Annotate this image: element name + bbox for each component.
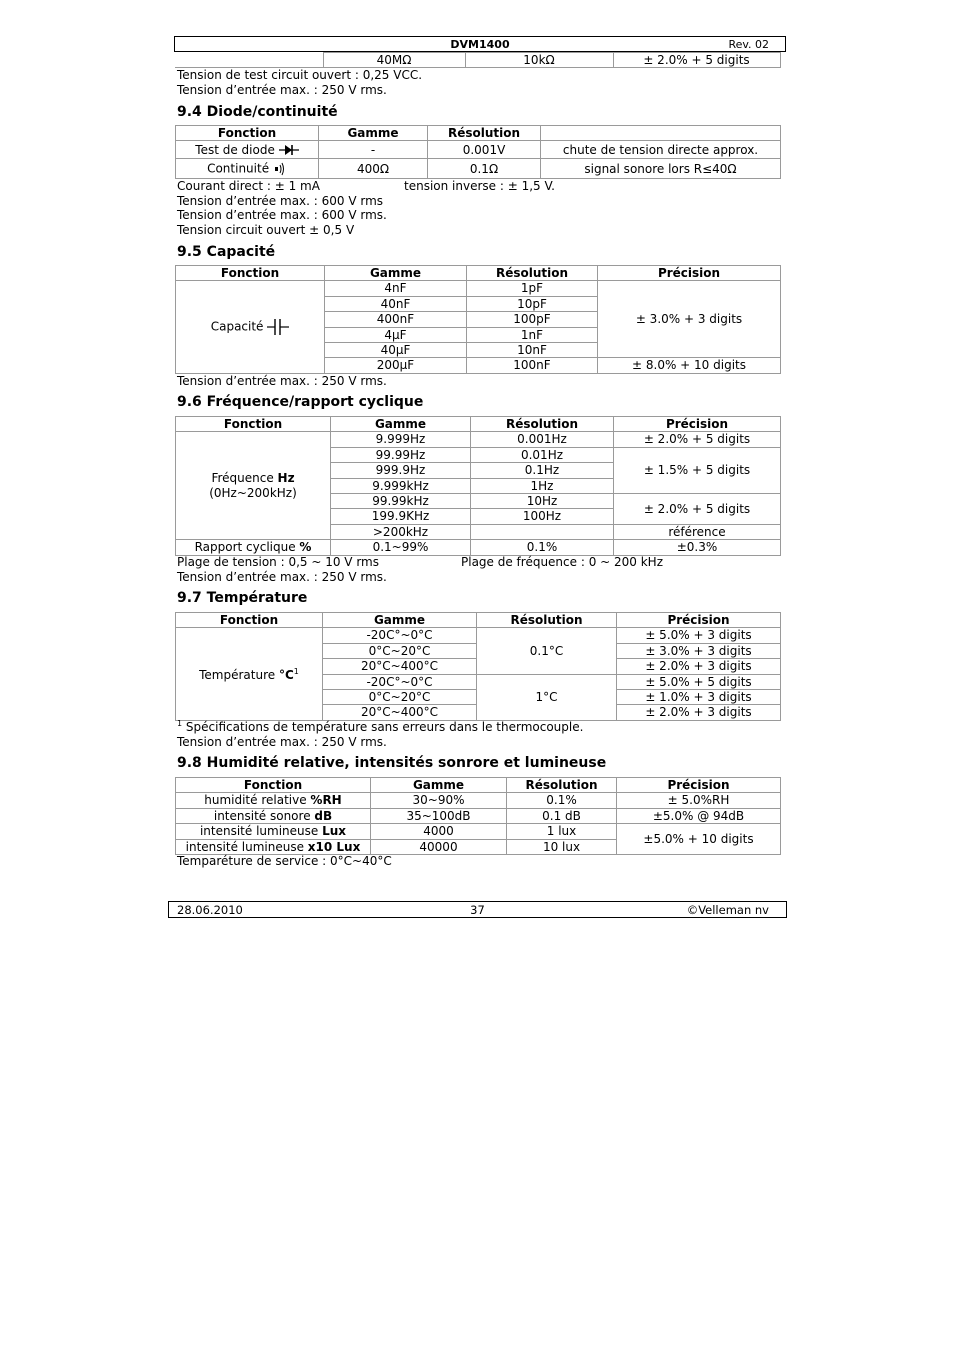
column-header: Résolution (471, 417, 614, 432)
table-cell: -20C°~0°C (323, 674, 477, 689)
note-line: Tension d’entrée max. : 250 V rms. (177, 83, 387, 97)
table-cell: >200kHz (331, 524, 471, 539)
temperature-table (175, 612, 781, 721)
table-cell: 0°C~20°C (323, 690, 477, 705)
table-cell: 40MΩ (323, 53, 465, 68)
table-row (176, 824, 781, 839)
table-header-row (176, 266, 781, 281)
diode-table (175, 125, 781, 179)
column-header: Fonction (176, 126, 319, 141)
table-cell: 400nF (325, 312, 467, 327)
table-cell: ±5.0% @ 94dB (617, 808, 781, 823)
table-cell: 35~100dB (371, 808, 507, 823)
table-cell: ± 3.0% + 3 digits (617, 643, 781, 658)
table-cell: 4nF (325, 281, 467, 296)
column-header: Fonction (176, 613, 323, 628)
column-header: Résolution (477, 613, 617, 628)
table-cell: 10kΩ (465, 53, 613, 68)
table-row (176, 281, 781, 296)
table-cell: 1°C (477, 674, 617, 720)
footer-date: 28.06.2010 (177, 903, 243, 917)
table-cell (176, 432, 331, 540)
table-cell: 20°C~400°C (323, 705, 477, 720)
section-title: 9.6 Fréquence/rapport cyclique (177, 394, 424, 410)
table-cell: ± 5.0% + 3 digits (617, 628, 781, 643)
table-cell: ± 2.0% + 3 digits (617, 659, 781, 674)
table-cell: 0.01Hz (471, 447, 614, 462)
table-cell (176, 628, 323, 720)
table-row (176, 628, 781, 643)
table-cell: 1Hz (471, 478, 614, 493)
footnote-text: Spécifications de température sans erreurs dans le thermocouple. (182, 720, 584, 734)
capacitance-label: Capacité (210, 319, 264, 334)
section-title: 9.4 Diode/continuité (177, 104, 338, 120)
frequency-label (180, 471, 326, 485)
table-cell (176, 141, 319, 159)
frequency-range-label: (0Hz~200kHz) (209, 485, 297, 500)
table-header-row (176, 417, 781, 432)
table-cell: 1 lux (507, 824, 617, 839)
table-cell: chute de tension directe approx. (541, 141, 781, 159)
table-header-row (176, 613, 781, 628)
table-cell: 0.1~99% (331, 540, 471, 555)
page-number: 37 (470, 903, 485, 917)
column-header: Gamme (371, 778, 507, 793)
capacitor-icon (267, 318, 289, 336)
note-line: Plage de tension : 0,5 ~ 10 V rms (177, 555, 379, 569)
table-cell: ± 5.0% + 5 digits (617, 674, 781, 689)
speaker-icon (273, 161, 287, 177)
temperature-label: Température (199, 668, 279, 683)
table-cell: 40nF (325, 296, 467, 311)
function-label: humidité relative (204, 793, 311, 808)
table-row (175, 53, 780, 68)
table-cell: -20C°~0°C (323, 628, 477, 643)
table-cell: 9.999kHz (331, 478, 471, 493)
duty-cycle-label: Rapport cyclique (194, 540, 300, 555)
table-cell: ± 2.0% + 5 digits (614, 494, 781, 525)
function-unit: %RH (310, 793, 342, 808)
table-cell (176, 839, 371, 854)
section-title: 9.5 Capacité (177, 244, 276, 260)
page-header (174, 36, 786, 52)
column-header: Résolution (428, 126, 541, 141)
humidity-table (175, 777, 781, 855)
column-header: Gamme (323, 613, 477, 628)
table-cell: 200µF (325, 358, 467, 373)
table-cell: 199.9KHz (331, 509, 471, 524)
note-line: Courant direct : ± 1 mA (177, 179, 320, 193)
duty-cycle-unit: % (299, 540, 312, 555)
note-line: Tension d’entrée max. : 600 V rms. (177, 208, 387, 222)
table-cell: 100pF (467, 312, 598, 327)
table-cell: 0.001V (428, 141, 541, 159)
function-label: intensité lumineuse (199, 824, 323, 839)
table-cell: ±0.3% (614, 540, 781, 555)
table-cell: 1pF (467, 281, 598, 296)
page-footer (168, 901, 787, 918)
table-cell: ± 2.0% + 5 digits (613, 53, 780, 68)
function-unit: dB (314, 808, 333, 823)
table-cell: ± 2.0% + 3 digits (617, 705, 781, 720)
table-cell: ± 1.0% + 3 digits (617, 690, 781, 705)
table-cell (175, 53, 323, 68)
table-cell: 999.9Hz (331, 463, 471, 478)
table-cell: 0.1Hz (471, 463, 614, 478)
table-cell: 100Hz (471, 509, 614, 524)
note-line: tension inverse : ± 1,5 V. (404, 179, 555, 193)
column-header: Fonction (176, 417, 331, 432)
note-line: Tension de test circuit ouvert : 0,25 VCC. (177, 68, 423, 82)
table-cell: ± 3.0% + 3 digits (598, 281, 781, 358)
resistance-table-tail (175, 52, 781, 68)
frequency-table (175, 416, 781, 556)
table-cell: ± 2.0% + 5 digits (614, 432, 781, 447)
table-row (176, 432, 781, 447)
table-row (176, 141, 781, 159)
table-cell: signal sonore lors R≤40Ω (541, 159, 781, 179)
table-cell: 9.999Hz (331, 432, 471, 447)
table-cell: ± 8.0% + 10 digits (598, 358, 781, 373)
table-header-row (176, 126, 781, 141)
table-cell: 20°C~400°C (323, 659, 477, 674)
capacitance-table (175, 265, 781, 374)
column-header: Précision (598, 266, 781, 281)
table-row (176, 808, 781, 823)
column-header: Résolution (467, 266, 598, 281)
table-cell: 40000 (371, 839, 507, 854)
note-line: Tension circuit ouvert ± 0,5 V (177, 223, 355, 237)
note-line: Plage de fréquence : 0 ~ 200 kHz (461, 555, 664, 569)
table-cell: 0.001Hz (471, 432, 614, 447)
table-row (176, 540, 781, 555)
table-row (176, 793, 781, 808)
table-cell: ± 1.5% + 5 digits (614, 447, 781, 493)
frequency-label-text: Fréquence (211, 471, 278, 486)
column-header: Précision (617, 613, 781, 628)
table-cell: 10Hz (471, 494, 614, 509)
section-title: 9.8 Humidité relative, intensités sonrore et lumineuse (177, 755, 607, 771)
table-row (176, 159, 781, 179)
footer-copyright: ©Velleman nv (686, 903, 769, 917)
table-cell (176, 824, 371, 839)
table-cell: 0.1 dB (507, 808, 617, 823)
table-cell (176, 159, 319, 179)
table-cell (176, 281, 325, 373)
table-cell: 30~90% (371, 793, 507, 808)
footnote (177, 719, 583, 734)
continuity-label: Continuité (207, 161, 270, 176)
column-header: Fonction (176, 266, 325, 281)
table-cell: 100nF (467, 358, 598, 373)
note-line: Tension d’entrée max. : 250 V rms. (177, 374, 387, 388)
column-header: Résolution (507, 778, 617, 793)
table-cell (471, 524, 614, 539)
column-header: Précision (617, 778, 781, 793)
table-cell: référence (614, 524, 781, 539)
table-cell: 400Ω (319, 159, 428, 179)
table-cell: 40µF (325, 343, 467, 358)
table-cell: 0.1Ω (428, 159, 541, 179)
header-rev: Rev. 02 (728, 38, 769, 51)
table-cell: ±5.0% + 10 digits (617, 824, 781, 855)
table-cell: 0°C~20°C (323, 643, 477, 658)
column-header: Gamme (319, 126, 428, 141)
frequency-unit: Hz (277, 471, 295, 486)
function-unit: Lux (322, 824, 347, 839)
table-cell (176, 808, 371, 823)
table-cell: 99.99Hz (331, 447, 471, 462)
column-header: Fonction (176, 778, 371, 793)
table-cell (176, 540, 331, 555)
table-cell: 1nF (467, 327, 598, 342)
column-header: Gamme (325, 266, 467, 281)
note-line: Tension d’entrée max. : 250 V rms. (177, 570, 387, 584)
function-unit: x10 Lux (307, 839, 361, 854)
table-cell: 10 lux (507, 839, 617, 854)
column-header: Précision (614, 417, 781, 432)
table-cell: - (319, 141, 428, 159)
table-cell: 10pF (467, 296, 598, 311)
table-header-row (176, 778, 781, 793)
column-header: Gamme (331, 417, 471, 432)
table-cell: 0.1% (471, 540, 614, 555)
note-line: Tension d’entrée max. : 600 V rms (177, 194, 384, 208)
column-header (541, 126, 781, 141)
header-model: DVM1400 (450, 38, 510, 51)
temperature-unit: °C (278, 668, 294, 683)
note-line: Temparéture de service : 0°C~40°C (177, 854, 392, 868)
table-cell: ± 5.0%RH (617, 793, 781, 808)
note-line: Tension d’entrée max. : 250 V rms. (177, 735, 387, 749)
table-cell: 0.1°C (477, 628, 617, 674)
footnote-marker: 1 (293, 667, 299, 677)
diode-label: Test de diode (195, 142, 275, 157)
diode-icon (279, 144, 299, 156)
table-cell: 4000 (371, 824, 507, 839)
table-cell: 99.99kHz (331, 494, 471, 509)
table-cell: 10nF (467, 343, 598, 358)
footnote-marker: 1 (177, 719, 183, 728)
section-title: 9.7 Température (177, 590, 308, 606)
table-cell (176, 793, 371, 808)
table-cell: 4µF (325, 327, 467, 342)
table-cell: 0.1% (507, 793, 617, 808)
function-label: intensité lumineuse (185, 839, 308, 854)
function-label: intensité sonore (213, 808, 315, 823)
